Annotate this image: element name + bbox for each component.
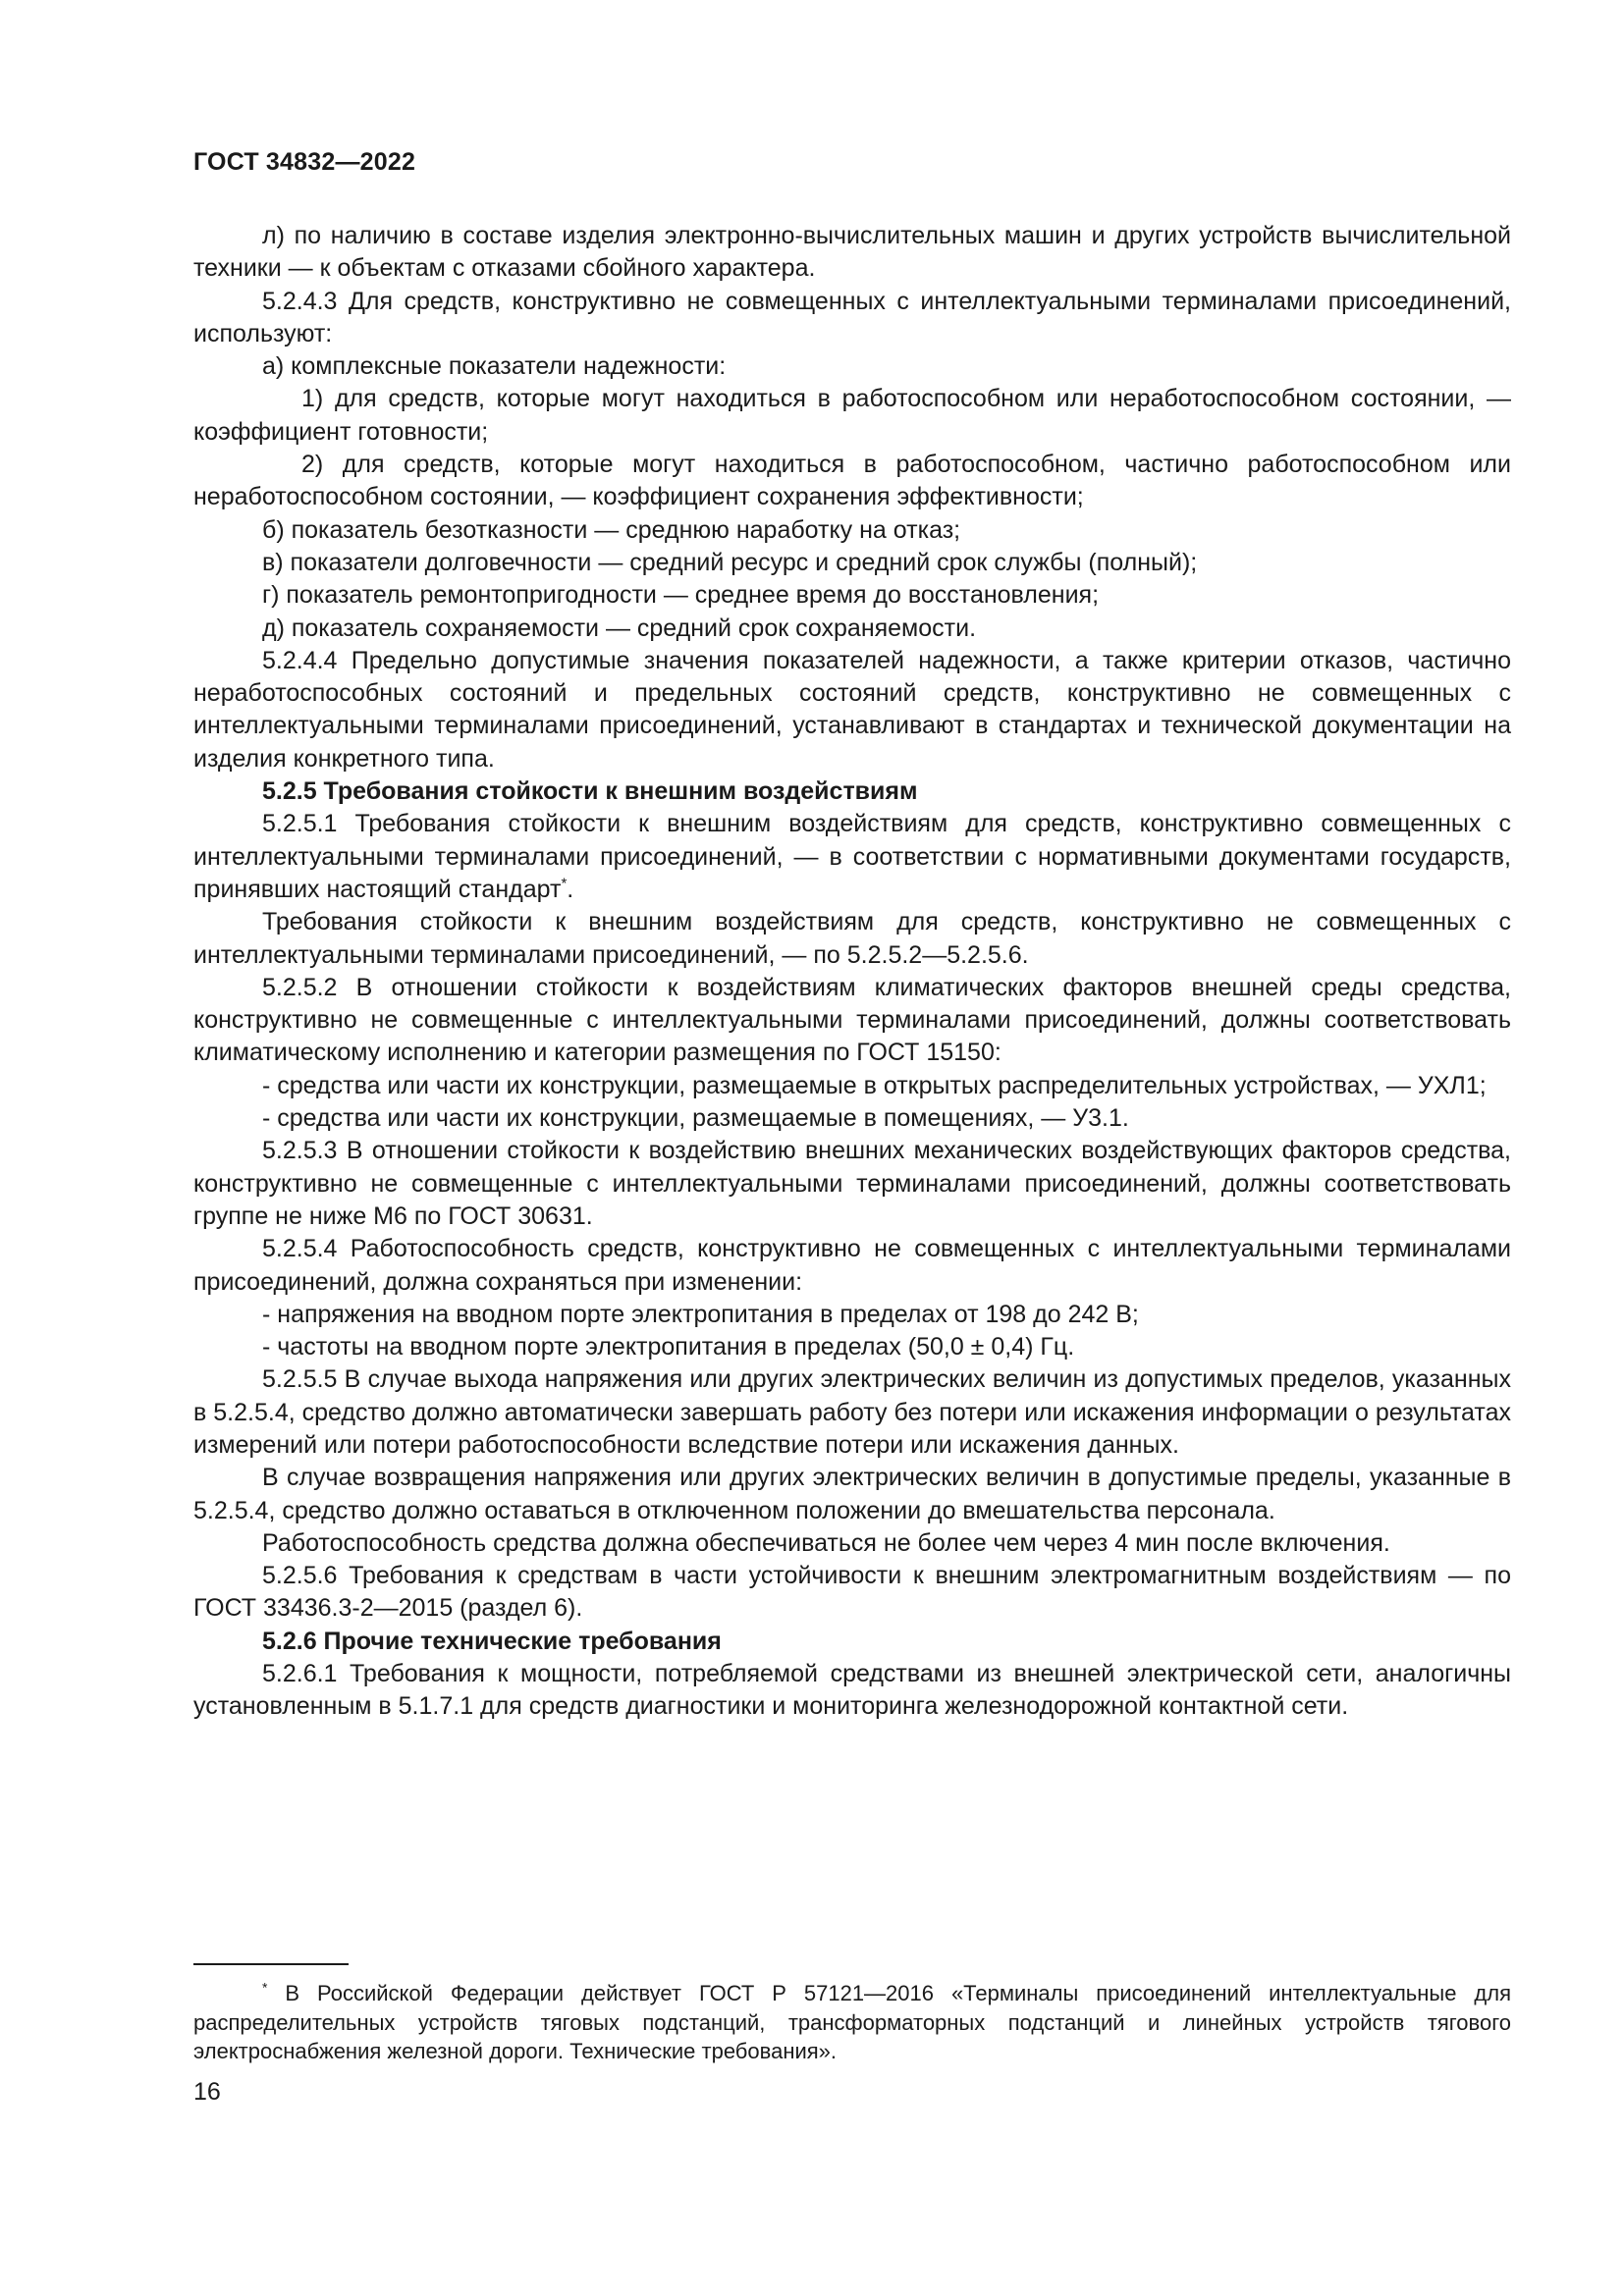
footnote-divider <box>193 1963 349 1965</box>
list-item-l: л) по наличию в составе изделия электронно-вычислительных машин и других устройств вычислительной техники — к объектам с отказами сбойного характера. <box>193 222 1511 283</box>
footnote-marker: * <box>262 1979 268 1996</box>
clause-5-2-4-3: 5.2.4.3 Для средств, конструктивно не совмещенных с интеллектуальными терминалами присоединений, используют: <box>193 287 1511 347</box>
clause-5-2-5-1-tail: . <box>567 875 574 903</box>
clause-5-2-4-4: 5.2.4.4 Предельно допустимые значения показателей надежности, а также критерии отказов, частично неработоспособных состояний и предельных состояний средств, конструктивно не совмещенных с интеллектуальными терминалами присоединений, устанавливают в стандартах и технической документации на изделия конкретного типа. <box>193 646 1511 773</box>
list-item-v: в) показатели долговечности — средний ресурс и средний срок службы (полный); <box>262 548 1198 576</box>
section-heading-5-2-5: 5.2.5 Требования стойкости к внешним воздействиям <box>262 777 918 806</box>
clause-5-2-5-1-text: 5.2.5.1 Требования стойкости к внешним воздействиям для средств, конструктивно совмещенных с интеллектуальными терминалами присоединений, — в соответствии с нормативными документами государств, принявших настоящий стандарт <box>193 810 1511 903</box>
footnote <box>193 1979 1511 2066</box>
page-number: 16 <box>193 2078 221 2106</box>
sub-item-1: 1) для средств, которые могут находиться в работоспособном или неработоспособном состоянии, — коэффициент готовности; <box>193 385 1511 446</box>
clause-5-2-5-3: 5.2.5.3 В отношении стойкости к воздействию внешних механических воздействующих факторов средства, конструктивно не совмещенные с интеллектуальными терминалами присоединений, должны соответствовать группе не ниже М6 по ГОСТ 30631. <box>193 1137 1511 1230</box>
document-body <box>193 220 1511 1724</box>
clause-5-2-5-1-cont: Требования стойкости к внешним воздействиям для средств, конструктивно не совмещенных с интеллектуальными терминалами присоединений, — по 5.2.5.2—5.2.5.6. <box>193 908 1511 969</box>
list-item-a: а) комплексные показатели надежности: <box>262 352 727 381</box>
clause-5-2-5-5-cont-2: Работоспособность средства должна обеспечиваться не более чем через 4 мин после включения. <box>262 1528 1390 1557</box>
clause-5-2-5-5: 5.2.5.5 В случае выхода напряжения или других электрических величин из допустимых пределов, указанных в 5.2.5.4, средство должно автоматически завершать работу без потери или искажения информации о результатах измерений или потери работоспособности вследствие потери или искажения данных. <box>193 1365 1511 1459</box>
list-item-dash-1: - средства или части их конструкции, размещаемые в открытых распределительных устройствах, — УХЛ1; <box>262 1071 1487 1099</box>
list-item-dash-4: - частоты на вводном порте электропитания в пределах (50,0 ± 0,4) Гц. <box>262 1333 1075 1362</box>
list-item-d: д) показатель сохраняемости — средний срок сохраняемости. <box>262 614 977 642</box>
clause-5-2-6-1: 5.2.6.1 Требования к мощности, потребляемой средствами из внешней электрической сети, аналогичны установленным в 5.1.7.1 для средств диагностики и мониторинга железнодорожной контактной сети. <box>193 1660 1511 1721</box>
footnote-text: В Российской Федерации действует ГОСТ Р 57121—2016 «Терминалы присоединений интеллектуальные для распределительных устройств тяговых подстанций, трансформаторных подстанций и линейных устройств тягового электроснабжения железной дороги. Технические требования». <box>193 1981 1511 2063</box>
document-header: ГОСТ 34832—2022 <box>193 148 416 176</box>
footnote-reference[interactable]: * <box>561 875 568 892</box>
clause-5-2-5-6: 5.2.5.6 Требования к средствам в части устойчивости к внешним электромагнитным воздействиям — по ГОСТ 33436.3-2—2015 (раздел 6). <box>193 1562 1511 1623</box>
sub-item-2: 2) для средств, которые могут находиться в работоспособном, частично работоспособном или неработоспособном состоянии, — коэффициент сохранения эффективности; <box>193 451 1511 511</box>
list-item-g: г) показатель ремонтопригодности — среднее время до восстановления; <box>262 581 1100 610</box>
clause-5-2-5-2: 5.2.5.2 В отношении стойкости к воздействиям климатических факторов внешней среды средства, конструктивно не совмещенные с интеллектуальными терминалами присоединений, должны соответствовать климатическому исполнению и категории размещения по ГОСТ 15150: <box>193 973 1511 1067</box>
clause-5-2-5-5-cont-1: В случае возвращения напряжения или других электрических величин в допустимые пределы, указанные в 5.2.5.4, средство должно оставаться в отключенном положении до вмешательства персонала. <box>193 1464 1511 1524</box>
list-item-dash-2: - средства или части их конструкции, размещаемые в помещениях, — У3.1. <box>262 1104 1129 1133</box>
clause-5-2-5-1 <box>193 808 1511 906</box>
list-item-dash-3: - напряжения на вводном порте электропитания в пределах от 198 до 242 В; <box>262 1300 1139 1328</box>
section-heading-5-2-6: 5.2.6 Прочие технические требования <box>262 1627 722 1655</box>
list-item-b: б) показатель безотказности — среднюю наработку на отказ; <box>262 515 961 544</box>
clause-5-2-5-4: 5.2.5.4 Работоспособность средств, конструктивно не совмещенных с интеллектуальными терминалами присоединений, должна сохраняться при изменении: <box>193 1235 1511 1296</box>
